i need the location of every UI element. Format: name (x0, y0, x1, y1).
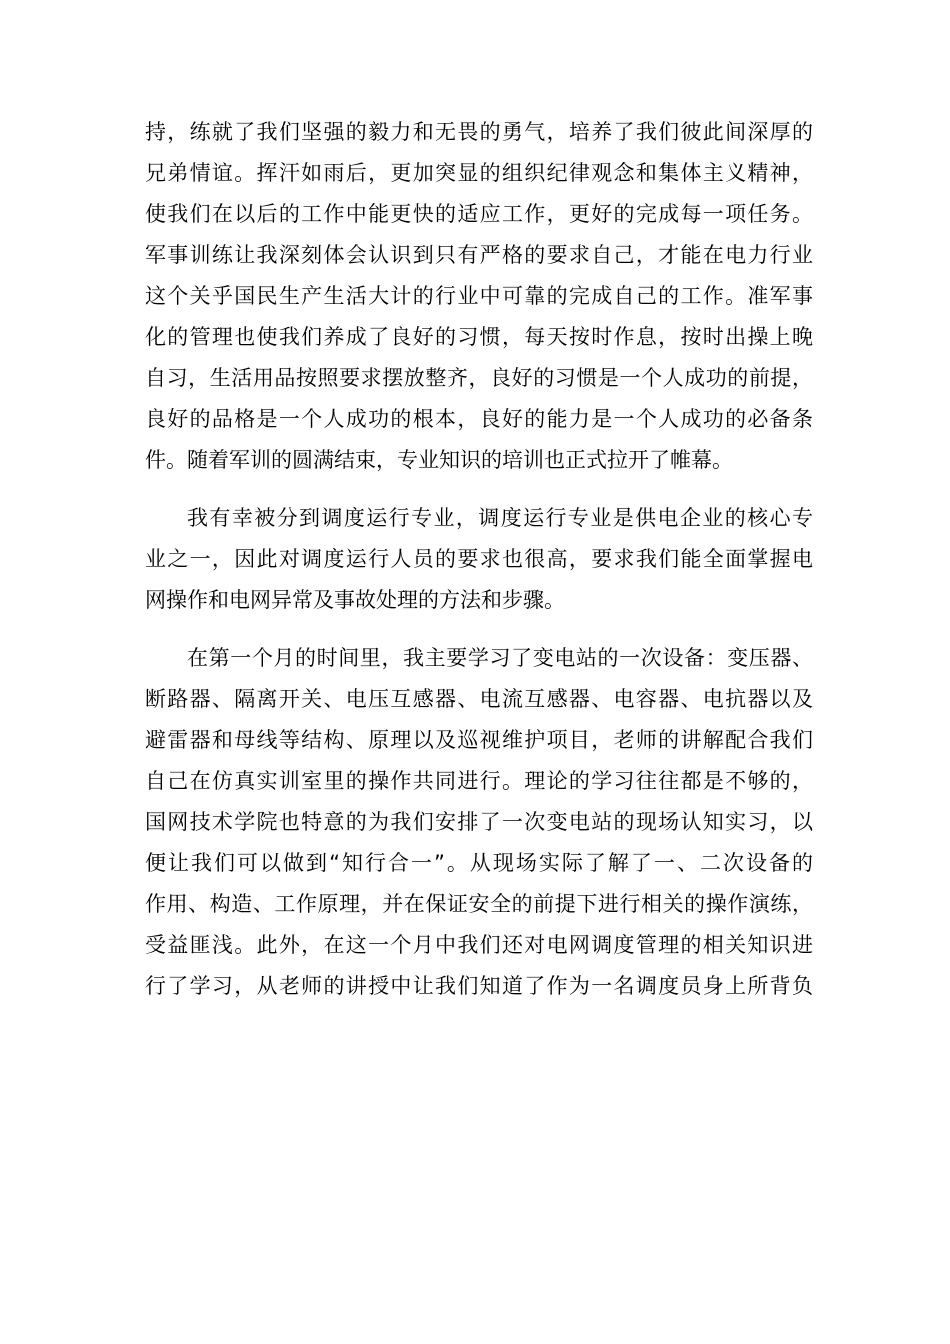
text-line: 化的管理也使我们养成了良好的习惯，每天按时作息，按时出操上晚 (145, 325, 813, 349)
paragraph-first-month (145, 638, 813, 1007)
text-line: 持，练就了我们坚强的毅力和无畏的勇气，培养了我们彼此间深厚的 (145, 120, 813, 144)
text-line: 便让我们可以做到“知行合一”。从现场实际了解了一、二次设备的 (145, 851, 813, 875)
text-line: 这个关乎国民生产生活大计的行业中可靠的完成自己的工作。准军事 (145, 284, 813, 308)
document-body (145, 112, 813, 1024)
text-line: 行了学习，从老师的讲授中让我们知道了作为一名调度员身上所背负 (145, 974, 813, 998)
text-line: 避雷器和母线等结构、原理以及巡视维护项目，老师的讲解配合我们 (145, 728, 813, 752)
paragraph-dispatch-major (145, 498, 813, 621)
paragraph-military-training (145, 112, 813, 481)
text-line: 受益匪浅。此外，在这一个月中我们还对电网调度管理的相关知识进 (145, 933, 813, 957)
text-line: 我有幸被分到调度运行专业，调度运行专业是供电企业的核心专 (187, 506, 813, 530)
text-line: 在第一个月的时间里，我主要学习了变电站的一次设备：变压器、 (187, 646, 813, 670)
text-line: 使我们在以后的工作中能更快的适应工作，更好的完成每一项任务。 (145, 202, 813, 226)
text-line: 自己在仿真实训室里的操作共同进行。理论的学习往往都是不够的， (145, 769, 813, 793)
text-line: 兄弟情谊。挥汗如雨后，更加突显的组织纪律观念和集体主义精神， (145, 161, 813, 185)
text-line: 军事训练让我深刻体会认识到只有严格的要求自己，才能在电力行业 (145, 243, 813, 267)
text-line: 件。随着军训的圆满结束，专业知识的培训也正式拉开了帷幕。 (145, 448, 733, 472)
text-line: 业之一，因此对调度运行人员的要求也很高，要求我们能全面掌握电 (145, 547, 813, 571)
text-line: 国网技术学院也特意的为我们安排了一次变电站的现场认知实习，以 (145, 810, 813, 834)
text-line: 网操作和电网异常及事故处理的方法和步骤。 (145, 588, 565, 612)
text-line: 自习，生活用品按照要求摆放整齐，良好的习惯是一个人成功的前提， (145, 366, 813, 390)
text-line: 作用、构造、工作原理，并在保证安全的前提下进行相关的操作演练， (145, 892, 813, 916)
text-line: 良好的品格是一个人成功的根本，良好的能力是一个人成功的必备条 (145, 407, 813, 431)
text-line: 断路器、隔离开关、电压互感器、电流互感器、电容器、电抗器以及 (145, 687, 813, 711)
